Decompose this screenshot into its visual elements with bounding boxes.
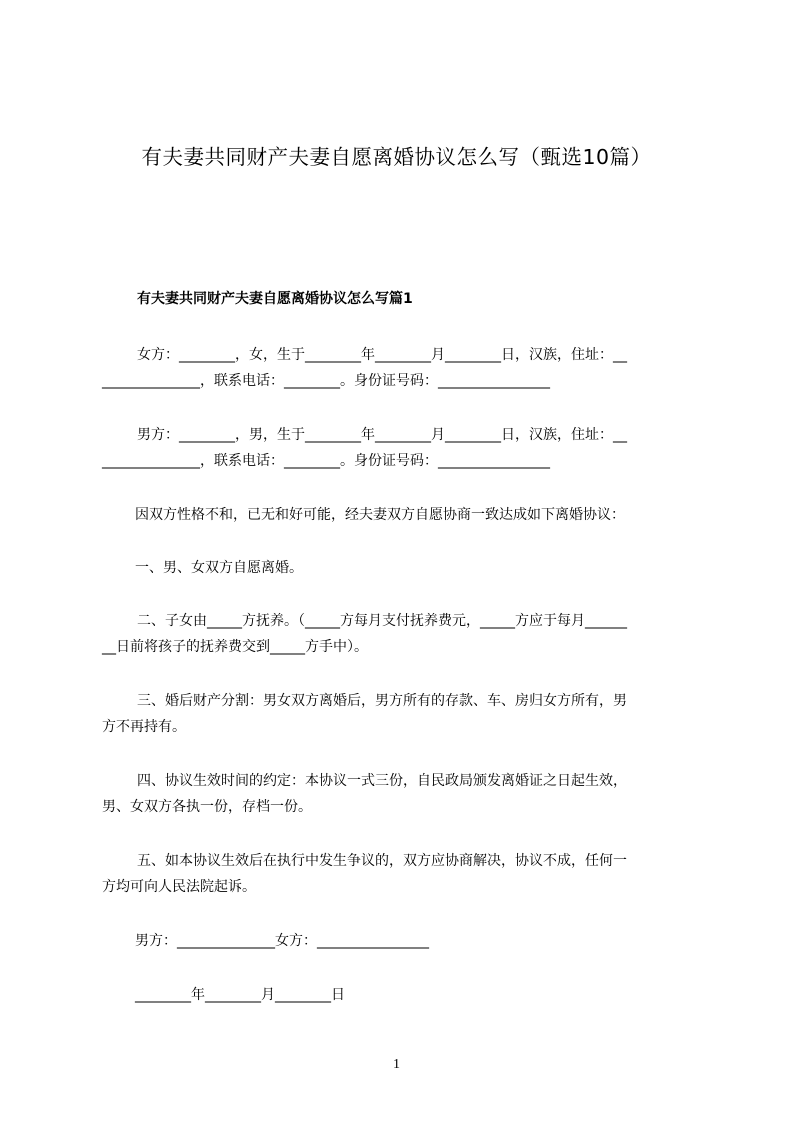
clause-1-paragraph (102, 555, 702, 581)
clause-5-paragraph (102, 848, 702, 900)
signature-line: 男方：______________女方：________________ (135, 933, 429, 949)
signature-paragraph (102, 928, 702, 954)
male-party-paragraph (102, 422, 702, 474)
clause-3-line-2: 方不再持有。 (102, 719, 186, 735)
clause-3-line-1: 三、婚后财产分割：男女双方离婚后，男方所有的存款、车、房归女方所有，男 (137, 693, 627, 709)
male-party-line-2: ______________，联系电话：________。身份证号码：________________ (102, 453, 550, 469)
clause-4-line-1: 四、协议生效时间的约定：本协议一式三份，自民政局颁发离婚证之日起生效， (137, 773, 627, 789)
female-party-line-2: ______________，联系电话：________。身份证号码：________________ (102, 373, 550, 389)
clause-3-paragraph (102, 688, 702, 740)
male-party-line-1: 男方：________，男，生于________年________月________日，汉族，住址：__ (137, 427, 627, 443)
page-number: 1 (393, 1057, 400, 1072)
intro-line: 因双方性格不和，已无和好可能，经夫妻双方自愿协商一致达成如下离婚协议： (135, 507, 625, 523)
clause-4-paragraph (102, 768, 702, 820)
clause-5-line-1: 五、如本协议生效后在执行中发生争议的，双方应协商解决，协议不成，任何一 (137, 853, 627, 869)
clause-2-line-1: 二、子女由_____方抚养。（_____方每月支付抚养费元，_____方应于每月______ (137, 613, 627, 629)
date-paragraph (102, 982, 702, 1008)
clause-4-line-2: 男、女双方各执一份，存档一份。 (102, 799, 312, 815)
intro-paragraph (102, 502, 702, 528)
clause-2-paragraph (102, 608, 702, 660)
clause-5-line-2: 方均可向人民法院起诉。 (102, 879, 256, 895)
document-title: 有夫妻共同财产夫妻自愿离婚协议怎么写（甄选10篇） (141, 145, 652, 169)
clause-1-line: 一、男、女双方自愿离婚。 (135, 560, 303, 576)
female-party-line-1: 女方：________，女，生于________年________月________日，汉族，住址：__ (137, 347, 627, 363)
section-heading: 有夫妻共同财产夫妻自愿离婚协议怎么写篇1 (137, 291, 413, 307)
date-line: ________年________月________日 (135, 987, 345, 1003)
clause-2-line-2: __日前将孩子的抚养费交到_____方手中）。 (102, 639, 368, 655)
female-party-paragraph (102, 342, 702, 394)
